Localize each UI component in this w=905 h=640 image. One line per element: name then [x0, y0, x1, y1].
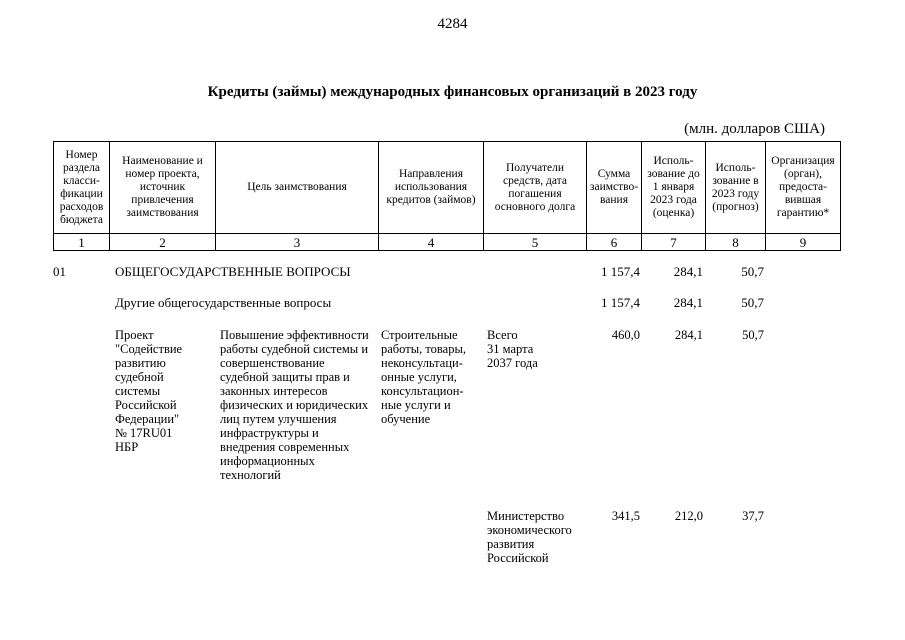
col-number: 4	[379, 234, 484, 251]
col-number: 7	[642, 234, 706, 251]
col-header-directions: Направления использования кредитов (займов)	[379, 142, 484, 234]
col-header-used-before: Исполь-зование до 1 января 2023 года (оценка)	[642, 142, 706, 234]
table-header	[53, 141, 841, 251]
project-recipients: Всего 31 марта 2037 года	[487, 328, 538, 370]
section-used-2023: 50,7	[741, 264, 764, 279]
project-purpose: Повышение эффективности работы судебной системы и совершенствование судебной защиты прав и законных интересов физических и юридических лиц путем улучшения инфраструктуры и внедрения современных информационных технологий	[220, 328, 369, 482]
col-header-guarantor: Организация (орган), предоста-вившая гарантию*	[766, 142, 841, 234]
ministry-amount: 341,5	[611, 509, 640, 523]
col-header-section-code: Номер раздела класси-фикации расходов бюджета	[54, 142, 110, 234]
col-header-purpose: Цель заимствования	[216, 142, 379, 234]
col-header-used-2023: Исполь-зование в 2023 году (прогноз)	[706, 142, 766, 234]
document-title: Кредиты (займы) международных финансовых организаций в 2023 году	[207, 84, 698, 100]
project-name: Проект "Содействие развитию судебной системы Российской Федерации" № 17RU01 НБР	[115, 328, 183, 454]
ministry-used-before: 212,0	[674, 509, 703, 523]
col-number: 2	[110, 234, 216, 251]
col-header-recipients: Получатели средств, дата погашения основного долга	[484, 142, 587, 234]
project-amount: 460,0	[611, 328, 640, 342]
ministry-used-2023: 37,7	[742, 509, 764, 523]
section-used-before: 284,1	[673, 264, 703, 279]
subsection-amount: 1 157,4	[601, 295, 640, 310]
col-number: 3	[216, 234, 379, 251]
project-used-2023: 50,7	[742, 328, 764, 342]
col-number: 6	[587, 234, 642, 251]
subsection-used-2023: 50,7	[741, 295, 764, 310]
subsection-name: Другие общегосударственные вопросы	[115, 295, 332, 310]
subsection-used-before: 284,1	[673, 295, 703, 310]
col-number: 8	[706, 234, 766, 251]
page-number: 4284	[437, 16, 468, 32]
col-number: 1	[54, 234, 110, 251]
col-number: 9	[766, 234, 841, 251]
units-note: (млн. долларов США)	[684, 121, 825, 137]
col-header-amount: Сумма заимство-вания	[587, 142, 642, 234]
section-code: 01	[53, 264, 66, 279]
section-amount: 1 157,4	[601, 264, 640, 279]
project-directions: Строительные работы, товары, неконсультаци- онные услуги, консультацион- ные услуги и обучение	[381, 328, 466, 426]
project-used-before: 284,1	[674, 328, 703, 342]
col-header-project-name: Наименование и номер проекта, источник привлечения заимствования	[110, 142, 216, 234]
col-number: 5	[484, 234, 587, 251]
section-name: ОБЩЕГОСУДАРСТВЕННЫЕ ВОПРОСЫ	[115, 264, 351, 279]
ministry-recipient: Министерство экономического развития Российской	[487, 509, 572, 565]
